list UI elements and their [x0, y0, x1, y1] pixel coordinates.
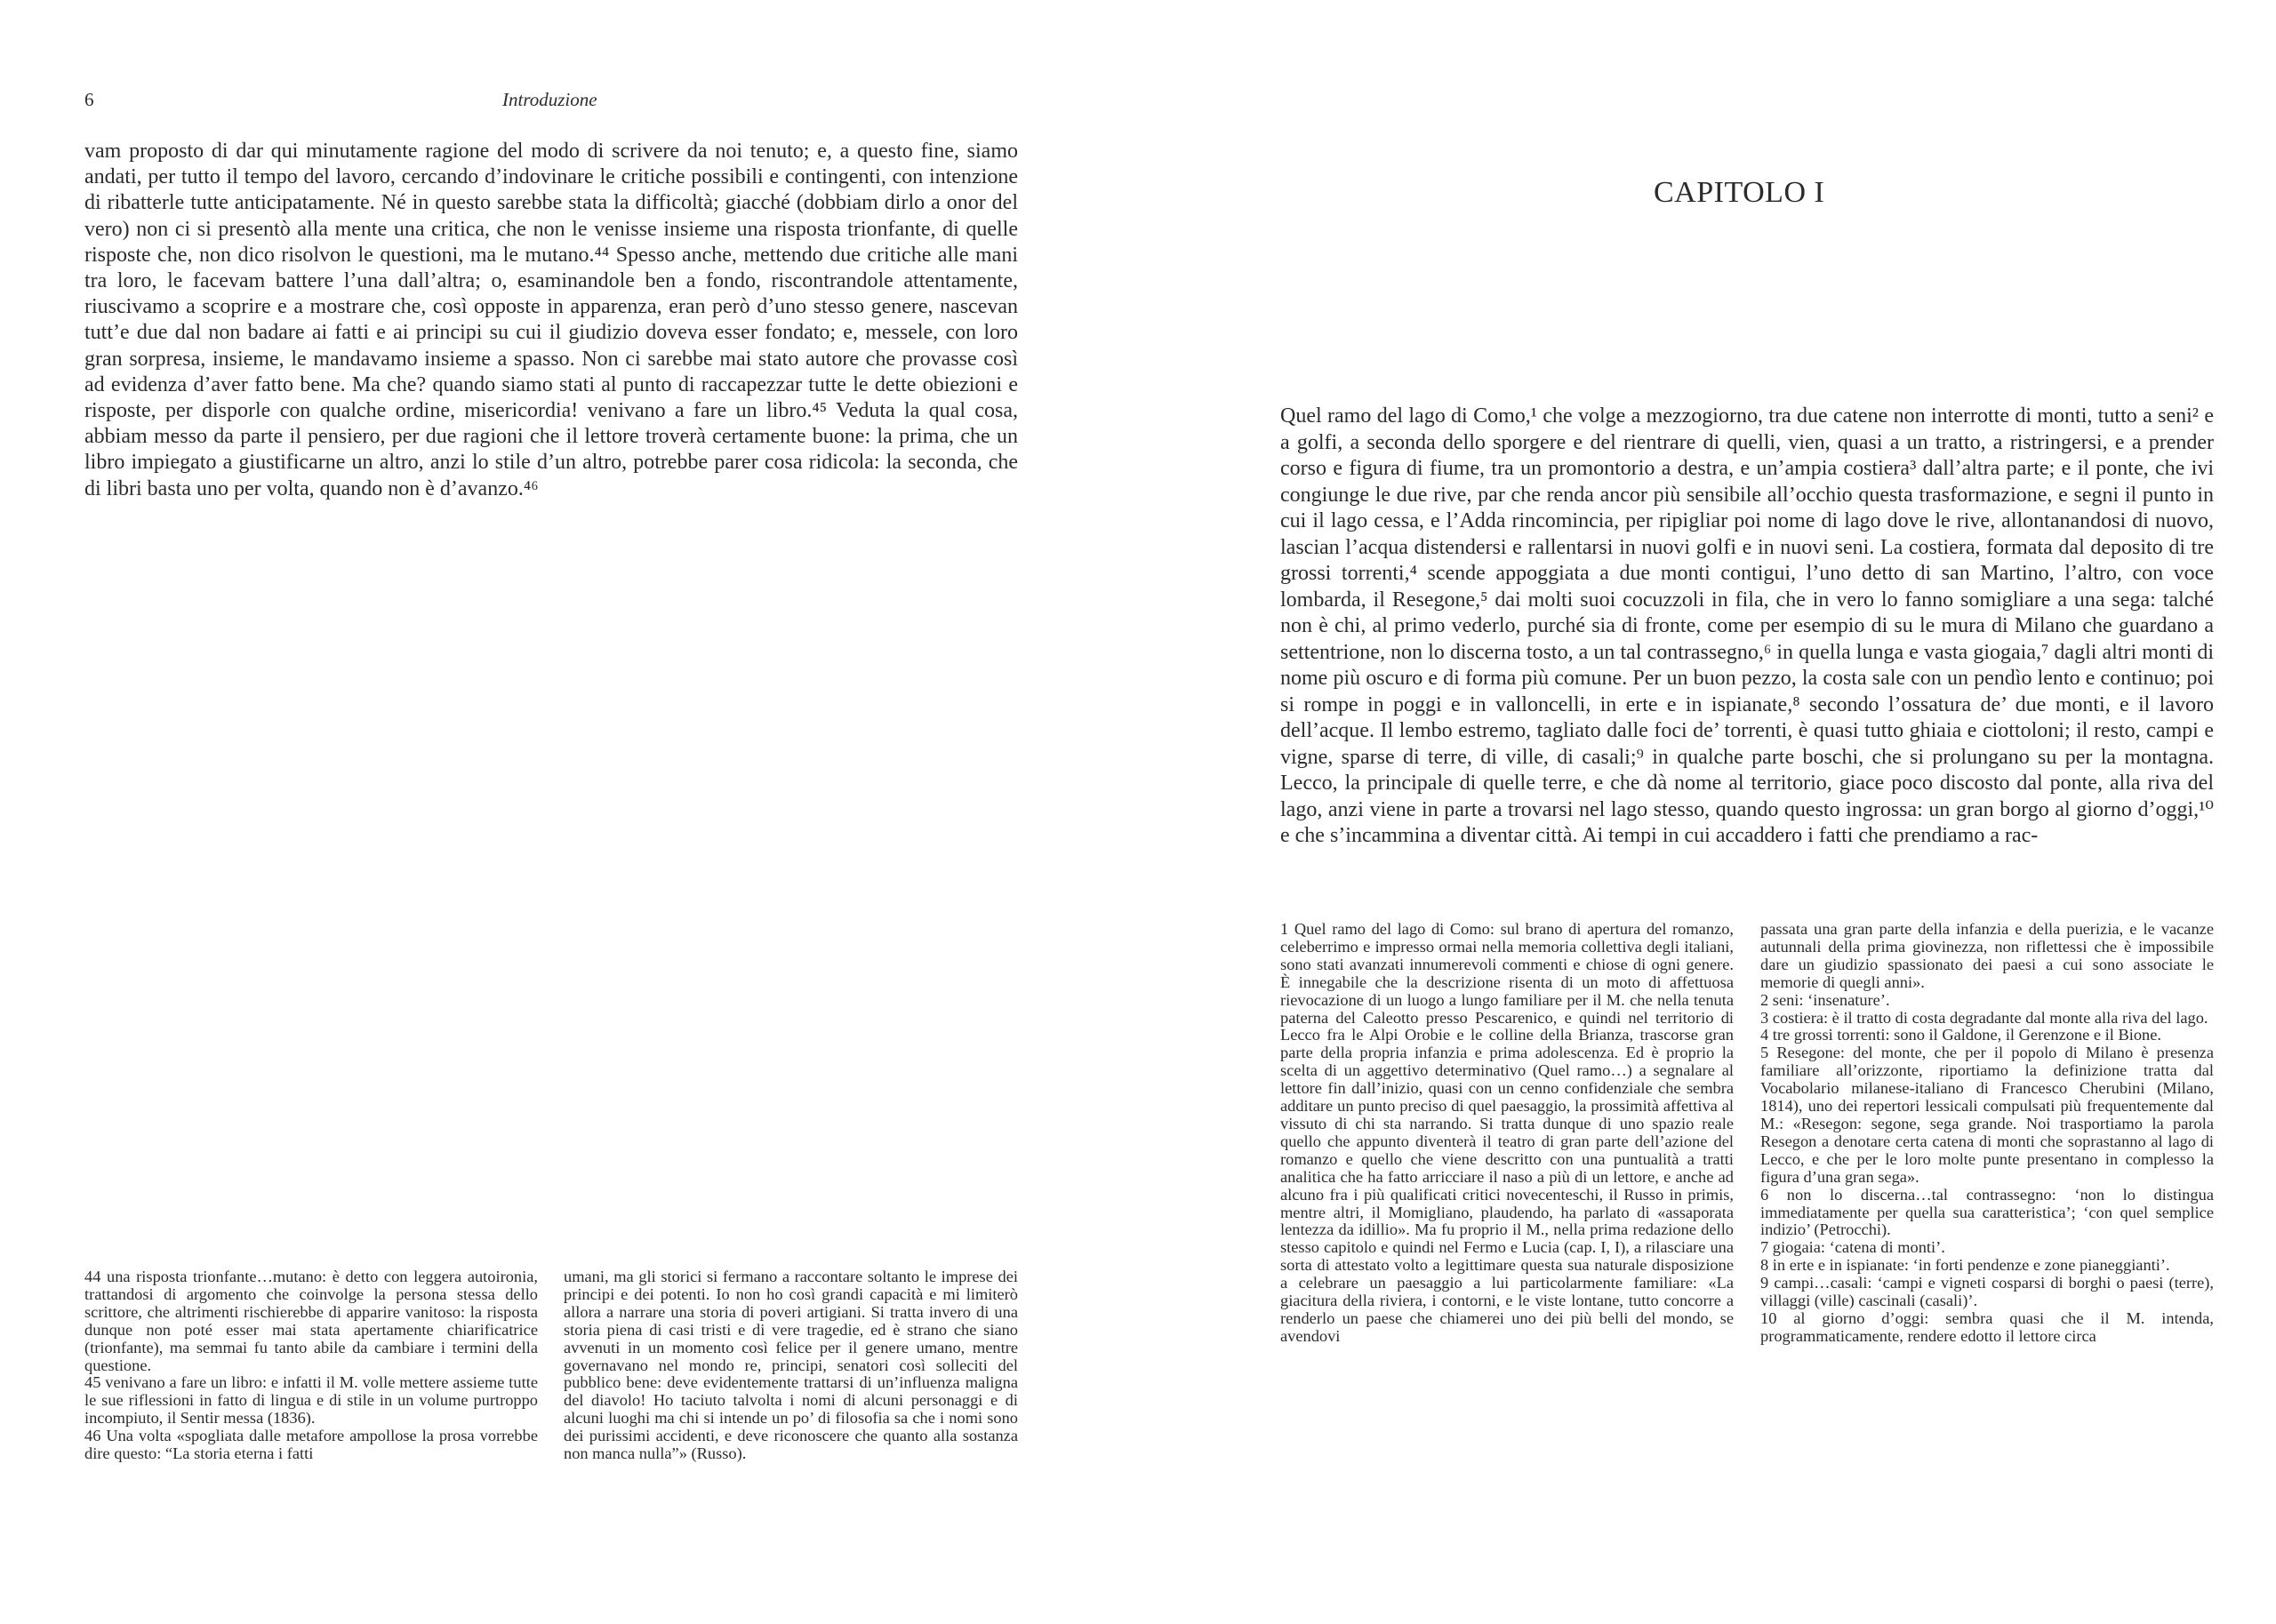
running-head: Introduzione [502, 89, 597, 110]
footnotes-right-col2 [1760, 921, 2214, 1346]
footnote-44: 44 una risposta trionfante…mutano: è detto con leggera autoironia, trattandosi di argomento che coinvolge la persona stessa dello scrittore, che altrimenti rischierebbe di apparire vanitoso: la risposta dunque non poté esser mai stata apertamente chiarificatrice (trionfante), ma semmai fu tanto abile da cambiare i termini della questione. [84, 1268, 538, 1374]
footnote-1: 1 Quel ramo del lago di Como: sul brano di apertura del romanzo, celeberrimo e impresso ormai nella memoria collettiva degli italiani, sono stati avanzati innumerevoli commenti e chiose di ogni genere. È innegabile che la descrizione risenta di un moto di affettuosa rievocazione di un luogo a lungo familiare per il M. che nella tenuta paterna del Caleotto presso Pescarenico, e quindi nel territorio di Lecco fra le Alpi Orobie e le colline della Brianza, trascorse gran parte della propria infanzia e prima adolescenza. Ed è proprio la scelta di un aggettivo determinativo (Quel ramo…) a segnalare al lettore fin dall’inizio, quasi con un cenno confidenziale che sembra additare un punto preciso di quel paesaggio, la prossimità affettiva al vissuto di chi sta narrando. Si tratta dunque di uno spazio reale quello che appunto diventerà il teatro di gran parte dell’azione del romanzo e quello che viene descritto con una puntualità a tratti analitica che ha fatto arricciare il naso a più di un lettore, e anche ad alcuno fra i più qualificati critici novecenteschi, il Russo in primis, mentre altri, il Momigliano, plaudendo, ha parlato di «assaporata lentezza da idillio». Ma fu proprio il M., nella prima redazione dello stesso capitolo e quindi nel Fermo e Lucia (cap. I, I), a rilasciare una sorta di attestato volto a legittimare questa sua naturale disposizione a celebrare un paesaggio a lui particolarmente familiare: «La giacitura della riviera, i contorni, e le viste lontane, tutto concorre a renderlo un paese che chiamerei uno dei più belli del mondo, se avendovi [1280, 920, 1734, 1345]
footnote-8: 8 in erte e in ispianate: ‘in forti pendenze e zone pianeggianti’. [1760, 1256, 2170, 1275]
main-text-right: Quel ramo del lago di Como,¹ che volge a mezzogiorno, tra due catene non interrotte di monti, tutto a seni² e a golfi, a seconda dello sporgere e del rientrare di quelli, vien, quasi a un tratto, a ristringersi, e a prender corso e figura di fiume, tra un promontorio a destra, e un’ampia costiera³ dall’altra parte; e il ponte, che ivi congiunge le due rive, par che renda ancor più sensibile all’occhio questa trasformazione, e segni il punto in cui il lago cessa, e l’Adda rincomincia, per ripigliar poi nome di lago dove le rive, allontanandosi di nuovo, lascian l’acqua distendersi e rallentarsi in nuovi golfi e in nuovi seni. La costiera, formata dal deposito di tre grossi torrenti,⁴ scende appoggiata a due monti contigui, l’uno detto di san Martino, l’altro, con voce lombarda, il Resegone,⁵ dai molti suoi cocuzzoli in fila, che in vero lo fanno somigliare a una sega: talché non è chi, al primo vederlo, purché sia di fronte, come per esempio di su le mura di Milano che guardano a settentrione, non lo discerna tosto, a un tal contrassegno,⁶ in quella lunga e vasta giogaia,⁷ dagli altri monti di nome più oscuro e di forma più comune. Per un buon pezzo, la costa sale con un pendìo lento e continuo; poi si rompe in poggi e in valloncelli, in erte e in ispianate,⁸ secondo l’ossatura de’ due monti, e il lavoro dell’acque. Il lembo estremo, tagliato dalle foci de’ torrenti, è quasi tutto ghiaia e ciottoloni; il resto, campi e vigne, sparse di terre, di ville, di casali;⁹ in qualche parte boschi, che si prolungano su per la montagna. Lecco, la principale di quelle terre, e che dà nome al territorio, giace poco discosto dal ponte, alla riva del lago, anzi viene in parte a trovarsi nel lago stesso, quando questo ingrossa: un gran borgo al giorno d’oggi,¹⁰ e che s’incammina a diventar città. Ai tempi in cui accaddero i fatti che prendiamo a rac- [1280, 404, 2214, 847]
footnote-10: 10 al giorno d’oggi: sembra quasi che il M. intenda, programmaticamente, rendere edotto il lettore circa [1760, 1308, 2214, 1345]
chapter-title: CAPITOLO I [1654, 176, 1825, 209]
footnotes-left-col2 [564, 1268, 1018, 1463]
footnote-4: 4 tre grossi torrenti: sono il Galdone, il Gerenzone e il Bione. [1760, 1026, 2161, 1044]
footnote-5: 5 Resegone: del monte, che per il popolo di Milano è presenza familiare all’orizzonte, riportiamo la definizione tratta dal Vocabolario milanese-italiano di Francesco Cherubini (Milano, 1814), uno dei repertori lessicali compulsati più frequentemente dal M.: «Resegon: segone, sega grande. Noi trasportiamo la parola Resegon a denotare certa catena di monti che soprastanno al lago di Lecco, e che per le loro molte punte presentano in complesso la figura d’una gran sega». [1760, 1044, 2214, 1186]
footnotes-right-col1 [1280, 921, 1734, 1346]
footnote-46-continued: umani, ma gli storici si fermano a raccontare soltanto le imprese dei principi e dei potenti. Io non ho così grandi capacità e mi limiterò allora a narrare una storia di poveri artigiani. Si tratta invero di una storia piena di casi tristi e di vere tragedie, ed è strano che siano avvenuti in un momento così felice per il genere umano, mentre governavano nel mondo re, principi, senatori così solleciti del pubblico bene: deve evidentemente trattarsi di un’influenza maligna del diavolo! Ho taciuto talvolta i nomi di alcuni personaggi e di alcuni luoghi ma chi si intende un po’ di filosofia sa che i nomi sono dei purissimi accidenti, e deve riconoscere che quanto alla sostanza non manca nulla”» (Russo). [564, 1268, 1018, 1463]
footnote-9: 9 campi…casali: ‘campi e vigneti cosparsi di borghi o paesi (terre), villaggi (ville) cascinali (casali)’. [1760, 1274, 2214, 1310]
footnotes-left-col1 [84, 1268, 538, 1463]
footnote-3: 3 costiera: è il tratto di costa degradante dal monte alla riva del lago. [1760, 1008, 2208, 1027]
footnote-7: 7 giogaia: ‘catena di monti’. [1760, 1238, 1945, 1257]
page-number: 6 [84, 89, 94, 110]
footnote-6: 6 non lo discerna…tal contrassegno: ‘non lo distingua immediatamente per quella sua caratteristica’; ‘con quel semplice indizio’ (Petrocchi). [1760, 1185, 2214, 1239]
footnote-1-continued: passata una gran parte della infanzia e della puerizia, e le vacanze autunnali della prima giovinezza, non riflettessi che è impossibile dare un giudizio spassionato dei paesi a cui sono associate le memorie di quegli anni». [1760, 920, 2214, 991]
main-text-left: vam proposto di dar qui minutamente ragione del modo di scrivere da noi tenuto; e, a questo fine, siamo andati, per tutto il tempo del lavoro, cercando d’indovinare le critiche possibili e contingenti, con intenzione di ribatterle tutte anticipatamente. Né in questo sarebbe stata la difficoltà; giacché (dobbiam dirlo a onor del vero) non ci si presentò alla mente una critica, che non le venisse insieme una risposta trionfante, di quelle risposte che, non dico risolvon le questioni, ma le mutano.⁴⁴ Spesso anche, mettendo due critiche alle mani tra loro, le facevam battere l’una dall’altra; o, esaminandole ben a fondo, riscontrandole attentamente, riuscivamo a scoprire e a mostrare che, così opposte in apparenza, eran però d’uno stesso genere, nascevan tutt’e due dal non badare ai fatti e ai principi su cui il giudizio doveva esser fondato; e, messele, con loro gran sorpresa, insieme, le mandavamo insieme a spasso. Non ci sarebbe mai stato autore che provasse così ad evidenza d’aver fatto bene. Ma che? quando siamo stati al punto di raccapezzar tutte le dette obiezioni e risposte, per disporle con qualche ordine, misericordia! venivano a fare un libro.⁴⁵ Veduta la qual cosa, abbiam messo da parte il pensiero, per due ragioni che il lettore troverà certamente buone: la prima, che un libro impiegato a giustificarne un altro, anzi lo stile d’un altro, potrebbe parer cosa ridicola: la seconda, che di libri basta uno per volta, quando non è d’avanzo.⁴⁶ [84, 140, 1018, 500]
footnote-45: 45 venivano a fare un libro: e infatti il M. volle mettere assieme tutte le sue riflessioni in fatto di lingua e di stile in un volume purtroppo incompiuto, il Sentir messa (1836). [84, 1373, 538, 1428]
footnote-46: 46 Una volta «spogliata dalle metafore ampollose la prosa vorrebbe dire questo: “La storia eterna i fatti [84, 1427, 538, 1463]
footnote-2: 2 seni: ‘insenature’. [1760, 990, 1890, 1009]
